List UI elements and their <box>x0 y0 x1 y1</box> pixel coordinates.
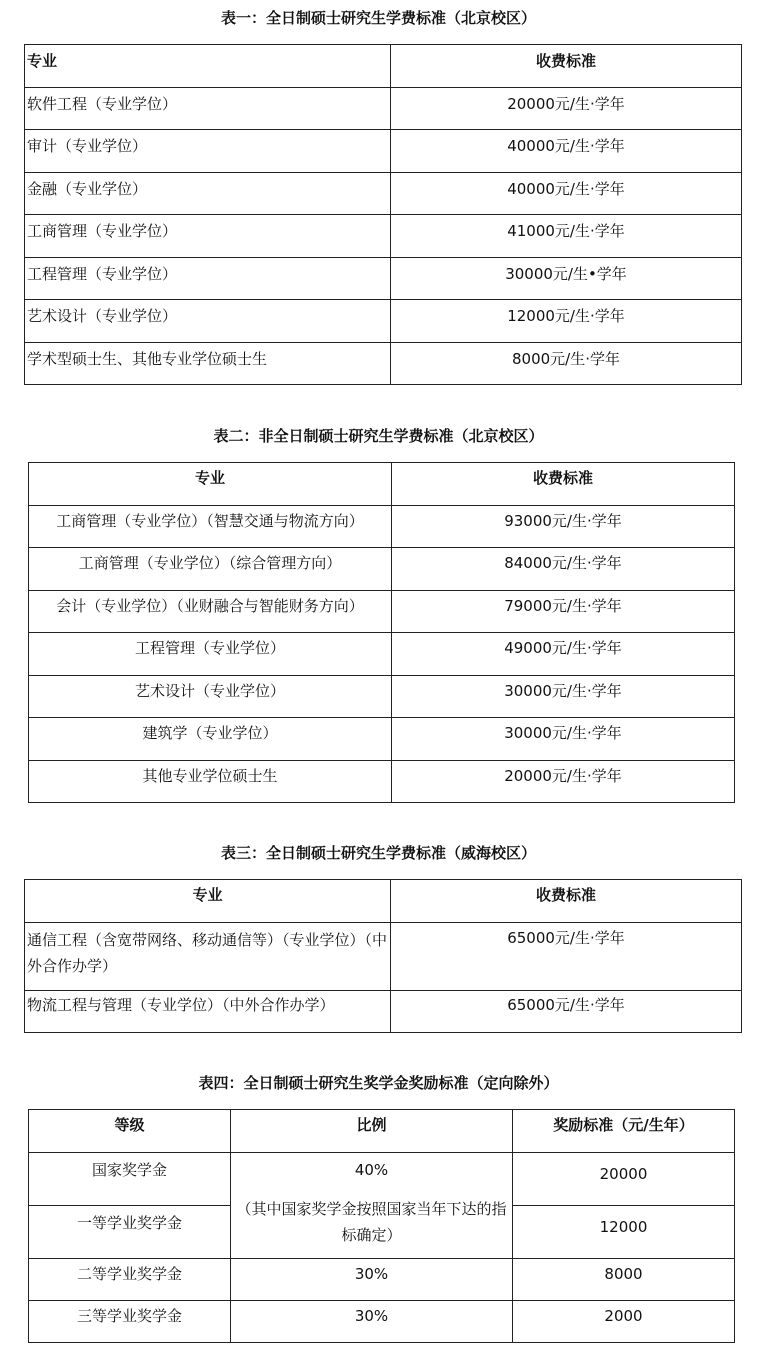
table2-major: 工商管理（专业学位）（智慧交通与物流方向） <box>29 506 392 548</box>
table1-header-row <box>25 45 742 88</box>
table1-header-major: 专业 <box>25 45 391 88</box>
table3 <box>24 879 742 1033</box>
table-row <box>29 506 735 548</box>
table1-major: 工程管理（专业学位） <box>25 258 391 300</box>
table-row <box>29 676 735 718</box>
table3-fee: 65000元/生·学年 <box>391 991 742 1033</box>
table-row <box>25 923 742 991</box>
table-row <box>29 1153 735 1206</box>
table4-level: 三等学业奖学金 <box>29 1301 231 1343</box>
table2-major: 建筑学（专业学位） <box>29 718 392 761</box>
table1-fee: 20000元/生·学年 <box>391 88 742 130</box>
table3-fee: 65000元/生·学年 <box>391 923 742 991</box>
table1-major: 艺术设计（专业学位） <box>25 300 391 343</box>
table2-header-fee: 收费标准 <box>392 463 735 506</box>
table-row <box>29 633 735 676</box>
table-row <box>25 173 742 215</box>
table2-fee: 30000元/生·学年 <box>392 718 735 761</box>
table-row <box>29 591 735 633</box>
table4-ratio-merged <box>231 1153 513 1259</box>
table2-major: 艺术设计（专业学位） <box>29 676 392 718</box>
table3-title: 表三：全日制硕士研究生学费标准（威海校区） <box>220 844 536 862</box>
table4-level: 一等学业奖学金 <box>29 1206 231 1259</box>
table-row <box>29 1259 735 1301</box>
table4 <box>28 1109 735 1343</box>
table2-fee: 79000元/生·学年 <box>392 591 735 633</box>
table-row <box>25 130 742 173</box>
table-row <box>29 1301 735 1343</box>
table2-fee: 49000元/生·学年 <box>392 633 735 676</box>
table2-fee: 84000元/生·学年 <box>392 548 735 591</box>
table3-header-row <box>25 880 742 923</box>
table2-major: 其他专业学位硕士生 <box>29 761 392 803</box>
table4-amount: 12000 <box>513 1206 735 1259</box>
table1-major: 软件工程（专业学位） <box>25 88 391 130</box>
table2-fee: 93000元/生·学年 <box>392 506 735 548</box>
table1 <box>24 44 742 385</box>
table-row <box>29 761 735 803</box>
table-row <box>29 718 735 761</box>
table2-header-row <box>29 463 735 506</box>
table3-major: 通信工程（含宽带网络、移动通信等）（专业学位）（中外合作办学） <box>25 923 391 991</box>
table3-header-major: 专业 <box>25 880 391 923</box>
table1-fee: 40000元/生·学年 <box>391 130 742 173</box>
table4-level: 二等学业奖学金 <box>29 1259 231 1301</box>
table-row <box>25 300 742 343</box>
table4-ratio: 30% <box>231 1301 513 1343</box>
table4-amount: 2000 <box>513 1301 735 1343</box>
table1-major: 金融（专业学位） <box>25 173 391 215</box>
table4-level: 国家奖学金 <box>29 1153 231 1206</box>
table-row <box>25 88 742 130</box>
table4-header-row <box>29 1110 735 1153</box>
table4-header-level: 等级 <box>29 1110 231 1153</box>
table4-header-ratio: 比例 <box>231 1110 513 1153</box>
table1-header-fee: 收费标准 <box>391 45 742 88</box>
table-row <box>25 215 742 258</box>
table2-major: 工商管理（专业学位）（综合管理方向） <box>29 548 392 591</box>
table3-major: 物流工程与管理（专业学位）（中外合作办学） <box>25 991 391 1033</box>
table3-header-fee: 收费标准 <box>391 880 742 923</box>
table2-major: 工程管理（专业学位） <box>29 633 392 676</box>
table4-ratio: 30% <box>231 1259 513 1301</box>
table-row <box>25 258 742 300</box>
table-row <box>25 991 742 1033</box>
table-row <box>29 548 735 591</box>
table2-header-major: 专业 <box>29 463 392 506</box>
table2-title: 表二：非全日制硕士研究生学费标准（北京校区） <box>213 427 544 445</box>
table1-major: 审计（专业学位） <box>25 130 391 173</box>
table1-fee: 30000元/生•学年 <box>391 258 742 300</box>
table2-fee: 30000元/生·学年 <box>392 676 735 718</box>
table-row <box>25 343 742 385</box>
table1-major: 学术型硕士生、其他专业学位硕士生 <box>25 343 391 385</box>
table4-ratio-note: （其中国家奖学金按照国家当年下达的指标确定） <box>236 1200 507 1244</box>
table1-major: 工商管理（专业学位） <box>25 215 391 258</box>
table2-fee: 20000元/生·学年 <box>392 761 735 803</box>
table4-header-amount: 奖励标准（元/生年） <box>513 1110 735 1153</box>
table4-amount: 20000 <box>513 1153 735 1206</box>
table1-fee: 8000元/生·学年 <box>391 343 742 385</box>
table1-fee: 41000元/生·学年 <box>391 215 742 258</box>
table1-fee: 12000元/生·学年 <box>391 300 742 343</box>
table4-title: 表四：全日制硕士研究生奖学金奖励标准（定向除外） <box>198 1074 559 1092</box>
table1-fee: 40000元/生·学年 <box>391 173 742 215</box>
table2 <box>28 462 735 803</box>
table1-title: 表一：全日制硕士研究生学费标准（北京校区） <box>220 9 536 27</box>
table4-ratio: 40% <box>354 1161 389 1179</box>
table4-amount: 8000 <box>513 1259 735 1301</box>
table2-major: 会计（专业学位）（业财融合与智能财务方向） <box>29 591 392 633</box>
